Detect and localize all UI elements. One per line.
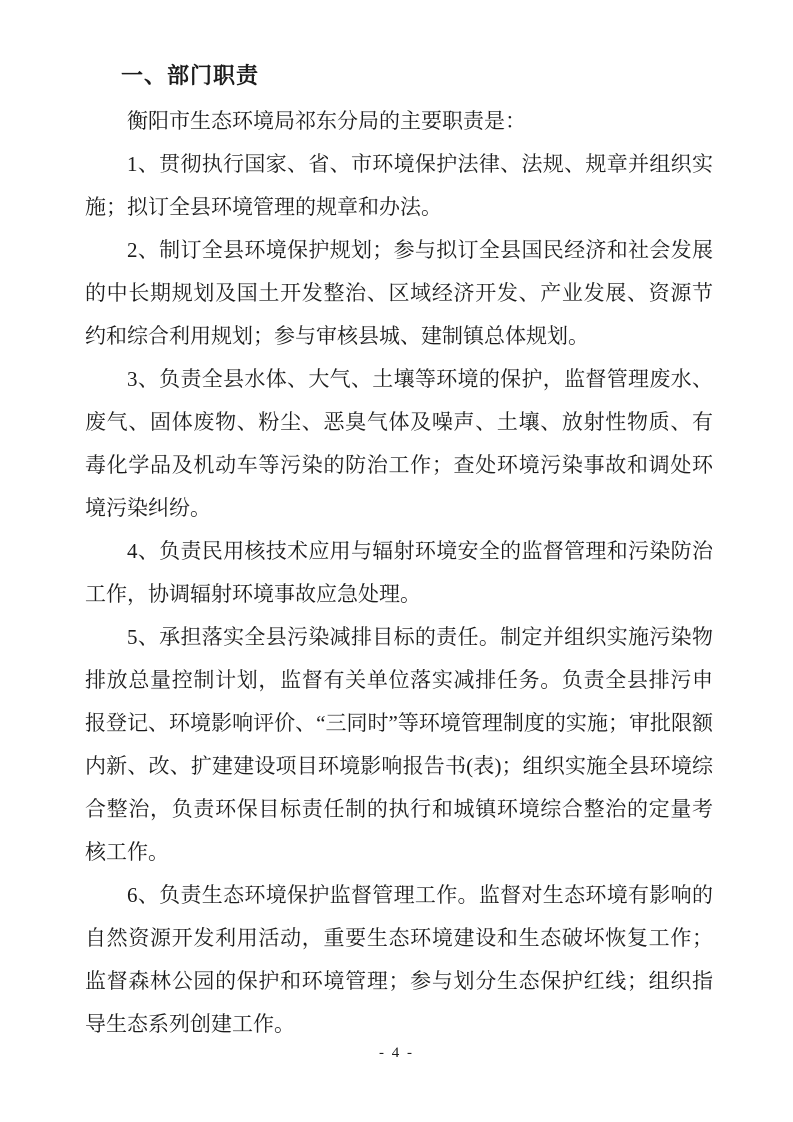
paragraph-duty-1: 1、贯彻执行国家、省、市环境保护法律、法规、规章并组织实施；拟订全县环境管理的规章和办法。 [85,152,713,219]
paragraph-duty-2: 2、制订全县环境保护规划；参与拟订全县国民经济和社会发展的中长期规划及国土开发整治、区域经济开发、产业发展、资源节约和综合利用规划；参与审核县城、建制镇总体规划。 [85,238,713,348]
section-heading: 一、部门职责 [121,63,260,88]
paragraph-duty-3: 3、负责全县水体、大气、土壤等环境的保护，监督管理废水、废气、固体废物、粉尘、恶臭气体及噪声、土壤、放射性物质、有毒化学品及机动车等污染的防治工作；查处环境污染事故和调处环境污染纠纷。 [85,367,713,520]
paragraph-duty-4: 4、负责民用核技术应用与辐射环境安全的监督管理和污染防治工作，协调辐射环境事故应急处理。 [85,539,713,606]
paragraph-duty-5: 5、承担落实全县污染减排目标的责任。制定并组织实施污染物排放总量控制计划，监督有关单位落实减排任务。负责全县排污申报登记、环境影响评价、“三同时”等环境管理制度的实施；审批限额内新、改、扩建建设项目环境影响报告书(表)；组织实施全县环境综合整治，负责环保目标责任制的执行和城镇环境综合整治的定量考核工作。 [85,625,713,864]
document-body [85,52,713,1046]
intro-line: 衡阳市生态环境局祁东分局的主要职责是： [127,109,526,133]
page-number: - 4 - [379,1045,414,1061]
paragraph-duty-6: 6、负责生态环境保护监督管理工作。监督对生态环境有影响的自然资源开发利用活动，重要生态环境建设和生态破坏恢复工作；监督森林公园的保护和环境管理；参与划分生态保护红线；组织指导生态系列创建工作。 [85,883,713,1036]
